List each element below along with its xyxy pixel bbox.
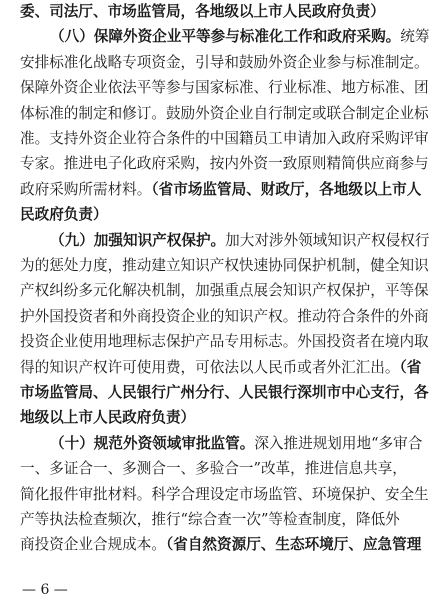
text-segment: 得的知识产权许可使用费，可依法以人民币或者外汇汇出。: [20, 358, 400, 376]
text-line: [20, 280, 429, 302]
text-segment: 政府采购所需材料。: [20, 180, 152, 198]
bold-text-segment: （省自然资源厅、生态环境厅、应急管理: [165, 536, 422, 554]
text-line: [20, 382, 429, 404]
text-line: [20, 306, 429, 328]
bold-text-segment: 地级以上市人民政府负责）: [20, 409, 196, 427]
text-line: [20, 1, 405, 23]
text-line: [20, 357, 422, 379]
text-segment: 一、多证合一、多测合一、多验合一”改革，推进信息共享，: [20, 460, 407, 478]
text-line: [20, 484, 429, 506]
text-segment: 为的惩处力度，推动建立知识产权快速协同保护机制，健全知识: [20, 257, 429, 274]
text-line: [20, 331, 429, 353]
text-segment: 产权纠纷多元化解决机制，加强重点展会知识产权保护，平等保: [20, 282, 429, 300]
text-segment: 准。支持外资企业符合条件的中国籍员工申请加入政府采购评审: [20, 130, 429, 147]
text-line: [20, 458, 405, 480]
bold-text-segment: （九）加强知识产权保护。: [50, 231, 226, 249]
text-segment: 保障外资企业依法平等参与国家标准、行业标准、地方标准、团: [20, 79, 429, 97]
text-segment: 护外国投资者和外商投资企业的知识产权。推动符合条件的外商: [20, 307, 429, 325]
bold-text-segment: （省市场监管局、财政厅，各地级以上市人: [151, 180, 422, 198]
text-segment: 投资企业使用地理标志保护产品专用标志。外国投资者在境内取: [20, 333, 429, 351]
text-line: [20, 407, 405, 429]
text-segment: 商投资企业合规成本。: [20, 536, 166, 554]
text-line: [20, 509, 405, 531]
text-segment: 产等执法检查频次，推行“综合查一次”等检查制度，降低外: [20, 511, 400, 528]
text-line: [50, 26, 429, 48]
text-segment: 安排标准化战略专项资金，引导和鼓励外资企业参与标准制定。: [20, 53, 429, 71]
text-line: [20, 77, 429, 99]
bold-text-segment: （省: [399, 358, 422, 376]
page-number: — 6 —: [22, 582, 68, 598]
text-segment: 简化报件审批材料。科学合理设定市场监管、环境保护、安全生: [20, 485, 429, 503]
text-segment: 深入推进规划用地“多审合: [254, 434, 423, 452]
text-segment: 加大对涉外领域知识产权侵权行: [225, 231, 429, 249]
text-segment: 体标准的制定和修订。鼓励外资企业自行制定或联合制定企业标: [20, 104, 429, 122]
bold-text-segment: （八）保障外资企业平等参与标准化工作和政府采购。: [50, 28, 401, 46]
bold-text-segment: 委、司法厅、市场监管局，各地级以上市人民政府负责）: [20, 3, 385, 20]
text-line: [20, 534, 422, 556]
text-line: [20, 179, 422, 201]
text-line: [20, 153, 429, 175]
text-segment: 统筹: [400, 28, 429, 46]
text-line: [20, 103, 429, 125]
bold-text-segment: 民政府负责）: [20, 206, 108, 224]
text-line: [50, 230, 429, 252]
text-line: [50, 433, 423, 455]
text-line: [20, 204, 405, 226]
text-line: [20, 52, 429, 74]
bold-text-segment: 市场监管局、人民银行广州分行、人民银行深圳市中心支行，各: [20, 384, 429, 401]
bold-text-segment: （十）规范外资领域审批监管。: [50, 434, 255, 452]
text-line: [20, 255, 429, 277]
text-line: [20, 128, 429, 150]
text-segment: 专家。推进电子化政府采购，按内外资一致原则精简供应商参与: [20, 155, 429, 173]
